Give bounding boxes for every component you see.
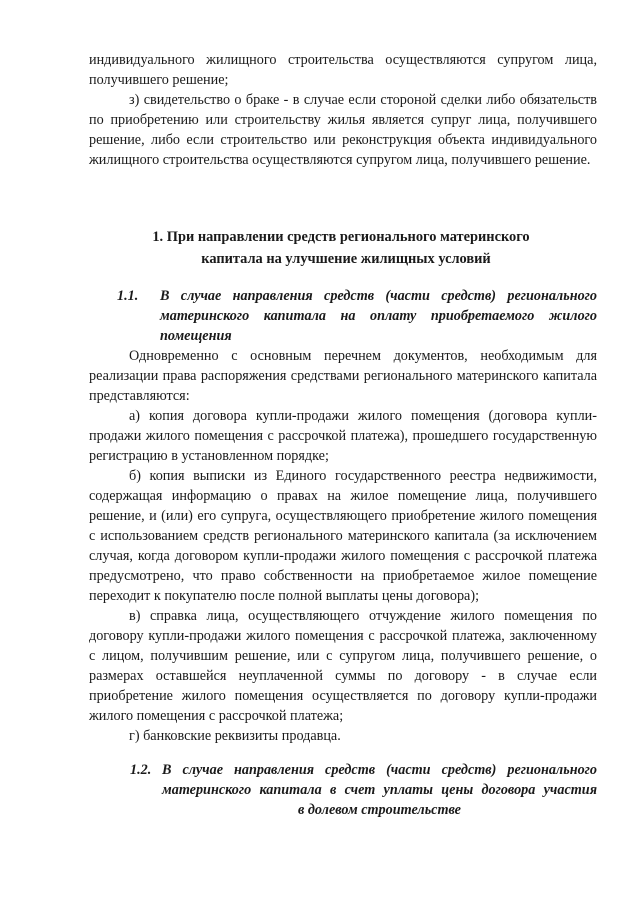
list-item-b: б) копия выписки из Единого государственного реестра недвижимости, содержащая информацию о правах на жилое помещение лица, получившего решение, и (или) его супруга, осуществляющего приобретение жилого помещения с использованием средств регионального материнского капитала (за исключением случая, когда договором купли-продажи жилого помещения с рассрочкой платежа предусмотрено, что право собственности на приобретаемое жилое помещение переходит к покупателю после полной выплаты цены договора); (89, 468, 597, 604)
subsection-1-1-body (89, 346, 597, 746)
subsection-heading-1-2 (130, 760, 597, 820)
list-item-a: а) копия договора купли-продажи жилого помещения (договора купли-продажи жилого помещения с рассрочкой платежа), прошедшего государственную регистрацию в установленном порядке; (89, 408, 597, 464)
subsection-number: 1.1. (117, 288, 139, 304)
subsection-heading-line1: В случае направления средств (части средств) регионального (162, 762, 597, 778)
section-heading-1 (0, 226, 640, 270)
list-item-g: г) банковские реквизиты продавца. (129, 728, 341, 744)
lead-paragraph: Одновременно с основным перечнем документов, необходимым для реализации права распоряжения средствами регионального материнского капитала представляются: (89, 348, 597, 404)
subsection-number: 1.2. (130, 762, 152, 778)
subsection-heading-1-1 (117, 286, 597, 346)
subsection-heading-line3: в долевом строительстве (298, 802, 461, 818)
subsection-heading-line1: В случае направления средств (части средств) регионального (160, 288, 597, 304)
list-item-z: з) свидетельство о браке - в случае если стороной сделки либо обязательств по приобретению или строительству жилья является супруг лица, получившего решение, либо если строительство или реконструкция объекта индивидуального жилищного строительства осуществляются супругом лица, получившего решение. (89, 92, 597, 168)
intro-section (89, 50, 597, 170)
subsection-heading-line3: помещения (160, 328, 232, 344)
list-item-v: в) справка лица, осуществляющего отчуждение жилого помещения по договору купли-продажи жилого помещения с рассрочкой платежа, заключенному с лицом, получившим решение, или с супругом лица, получившего решение, о размерах оставшейся неуплаченной суммы по договору - в случае если приобретение жилого помещения осуществляется по договору купли-продажи жилого помещения с рассрочкой платежа; (89, 608, 597, 724)
intro-continuation: индивидуального жилищного строительства осуществляются супругом лица, получившего решение; (89, 52, 597, 88)
section-heading-line1: 1. При направлении средств регионального материнского (152, 229, 530, 245)
section-heading-line2: капитала на улучшение жилищных условий (201, 251, 491, 267)
subsection-heading-line2: материнского капитала на оплату приобретаемого жилого (160, 308, 597, 324)
subsection-heading-line2: материнского капитала в счет уплаты цены договора участия (162, 782, 597, 798)
